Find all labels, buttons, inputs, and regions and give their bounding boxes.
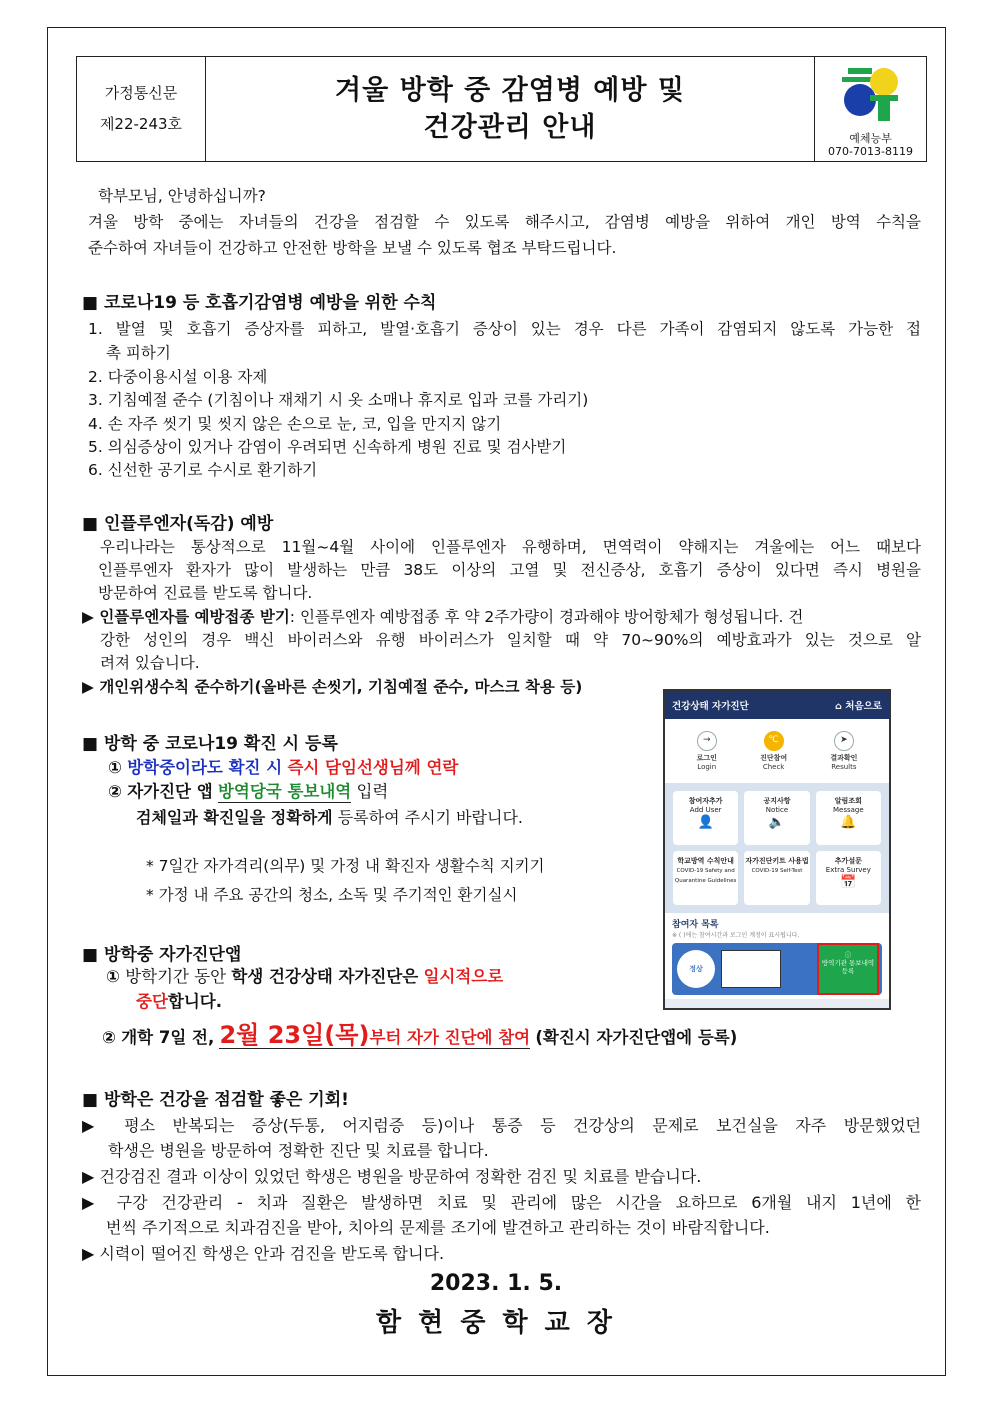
section1-item: 3. 기침예절 준수 (기침이나 재채기 시 옷 소매나 휴지로 입과 코를 가리기) xyxy=(88,391,589,409)
section2-heading: ■ 인플루엔자(독감) 예방 xyxy=(82,514,274,534)
section4-heading: ■ 방학중 자가진단앱 xyxy=(82,945,242,965)
home-button: ⌂ 처음으로 xyxy=(835,701,882,712)
doc-info-cell xyxy=(77,57,206,161)
participant-row xyxy=(672,943,882,995)
card-notice: 공지사항 Notice 🔈 xyxy=(744,791,809,845)
section5-bullet1: ▶ 평소 반복되는 증상(두통, 어지럼증 등)이나 통증 등 건강상의 문제로 보건실을 자주 방문했었던 xyxy=(82,1116,921,1135)
app-steps xyxy=(665,719,889,783)
section3-note2: * 가정 내 주요 공간의 청소, 소독 및 주기적인 환기실시 xyxy=(146,886,518,904)
section3-heading: ■ 방학 중 코로나19 확진 시 등록 xyxy=(82,734,338,754)
section5-bullet3: ▶ 구강 건강관리 - 치과 질환은 발생하면 치료 및 관리에 많은 시간을 요하므로 6개월 내지 1년에 한 xyxy=(82,1193,921,1212)
org-name: 예체능부 xyxy=(849,132,892,145)
resume-date: 2월 23일(목) xyxy=(219,1021,370,1049)
issue-date: 2023. 1. 5. xyxy=(429,1271,563,1296)
section3-note1: * 7일간 자가격리(의무) 및 가정 내 확진자 생활수칙 지키기 xyxy=(146,857,545,875)
section2-bullet1-line3: 려져 있습니다. xyxy=(100,654,200,672)
step-login: → 로그인 Login xyxy=(697,731,717,772)
section1-heading: ■ 코로나19 등 호흡기감염병 예방을 위한 수칙 xyxy=(82,293,437,313)
card-extra-survey: 추가설문 Extra Survey 📅 xyxy=(816,851,881,905)
bullet1-rest: : 인플루엔자 예방접종 후 약 2주가량이 경과해야 방어항체가 형성됩니다. 건 xyxy=(289,608,804,626)
step-check: ℃ 진단참여 Check xyxy=(760,731,787,772)
section1-item: 촉 피하기 xyxy=(106,344,171,362)
signer: 함 현 중 학 교 장 xyxy=(376,1308,616,1338)
section2-bullet2: ▶ 개인위생수칙 준수하기(올바른 손씻기, 기침예절 준수, 마스크 착용 등) xyxy=(82,678,583,696)
bell-icon: 🔔 xyxy=(840,815,857,830)
bullet1-bold: ▶ 인플루엔자를 예방접종 받기 xyxy=(82,608,290,626)
calendar-icon: 📅 xyxy=(840,875,857,890)
card-self-test: 자가진단키트 사용법 COVID-19 Self-Test xyxy=(744,851,809,905)
app-menu-grid xyxy=(665,783,889,913)
section4-item1: ① 방학기간 동안 학생 건강상태 자가진단은 일시적으로 xyxy=(106,967,504,986)
greeting: 학부모님, 안녕하십니까? xyxy=(98,187,266,205)
section5-bullet1-line2: 학생은 병원을 방문하여 정확한 진단 및 치료를 합니다. xyxy=(108,1141,489,1160)
section3-item2-line2: 검체일과 확진일을 정확하게 등록하여 주시기 바랍니다. xyxy=(136,808,523,827)
card-message: 알림조회 Message 🔔 xyxy=(816,791,881,845)
intro-line1: 겨울 방학 중에는 자녀들의 건강을 점검할 수 있도록 해주시고, 감염병 예방을 위하여 개인 방역 수칙을 xyxy=(88,213,921,231)
section2-bullet1 xyxy=(82,606,921,629)
register-button: ⓘ 방역기관 통보내역 등록 xyxy=(819,945,877,993)
intro-line2: 준수하여 자녀들이 건강하고 안전한 방학을 보낼 수 있도록 협조 부탁드립니다. xyxy=(88,239,617,257)
speaker-icon: 🔈 xyxy=(768,815,786,830)
section2-para-line1: 우리나라는 통상적으로 11월~4월 사이에 인플루엔자 유행하며, 면역력이 약해지는 겨울에는 어느 때보다 xyxy=(100,538,921,556)
step-results: ➤ 결과확인 Results xyxy=(830,731,857,772)
user-plus-icon: 👤 xyxy=(697,815,714,830)
section2-para-line2: 인플루엔자 환자가 많이 발생하는 만큼 38도 이상의 고열 및 전신증상, 호흡기 증상이 있다면 즉시 병원을 xyxy=(98,561,921,579)
app-header xyxy=(665,691,889,719)
login-icon: → xyxy=(697,731,717,751)
app-title: 건강상태 자가진단 xyxy=(672,701,749,712)
section4-item2: ② 개학 7일 전, 2월 23일(목)부터 자가 진단에 참여 (확진시 자가진단앱에 등록) xyxy=(102,1021,738,1049)
section5-bullet3-line2: 번씩 주기적으로 치과검진을 받아, 치아의 문제를 조기에 발견하고 관리하는 것이 바람직합니다. xyxy=(106,1218,770,1237)
participant-name-box xyxy=(721,950,781,988)
section1-item: 6. 신선한 공기로 수시로 환기하기 xyxy=(88,461,318,479)
page-title-line2: 건강관리 안내 xyxy=(423,112,597,143)
title-cell xyxy=(206,57,814,161)
doc-type: 가정통신문 xyxy=(104,84,178,102)
list-title: 참여자 목록 xyxy=(672,920,719,930)
section2-bullet1-line2: 강한 성인의 경우 백신 바이러스와 유행 바이러스가 일치할 때 약 70~90%의 예방효과가 있는 것으로 알 xyxy=(100,631,921,649)
thermometer-icon: ℃ xyxy=(764,731,784,751)
section5-heading: ■ 방학은 건강을 점검할 좋은 기회! xyxy=(82,1090,349,1110)
participant-list xyxy=(665,913,889,999)
header-table xyxy=(76,56,927,162)
send-icon: ➤ xyxy=(834,731,854,751)
section1-item: 4. 손 자주 씻기 및 씻지 않은 손으로 눈, 코, 입을 만지지 않기 xyxy=(88,415,502,433)
section1-item: 1. 발열 및 호흡기 증상자를 피하고, 발열·호흡기 증상이 있는 경우 다른 가족이 감염되지 않도록 가능한 접 xyxy=(88,320,921,338)
section3-item2: ② 자가진단 앱 방역당국 통보내역 입력 xyxy=(108,782,389,801)
org-cell xyxy=(814,57,926,161)
list-note: ※ ( )에는 참여시간과 로그인 계정이 표시됩니다. xyxy=(672,932,800,939)
section4-item1-line2: 중단합니다. xyxy=(136,992,222,1011)
card-guidelines: 학교방역 수칙안내 COVID-19 Safety and Quarantine Guidelines xyxy=(673,851,738,905)
section5-bullet4: ▶ 시력이 떨어진 학생은 안과 검진을 받도록 합니다. xyxy=(82,1244,445,1263)
page-title-line1: 겨울 방학 중 감염병 예방 및 xyxy=(335,75,685,106)
org-phone: 070-7013-8119 xyxy=(828,145,913,158)
section2-para-line3: 방문하여 진료를 받도록 합니다. xyxy=(98,584,313,602)
section1-item: 2. 다중이용시설 이용 자제 xyxy=(88,368,268,386)
doc-number: 제22-243호 xyxy=(99,115,183,133)
home-label: 처음으로 xyxy=(845,701,882,712)
status-badge: 정상 xyxy=(677,950,715,988)
section3-item1: ① 방학중이라도 확진 시 즉시 담임선생님께 연락 xyxy=(108,758,459,777)
school-logo xyxy=(840,64,902,122)
section5-bullet2: ▶ 건강검진 결과 이상이 있었던 학생은 병원을 방문하여 정확한 검진 및 치료를 받습니다. xyxy=(82,1167,702,1186)
self-check-app-screenshot xyxy=(663,689,891,1010)
card-add-user: 참여자추가 Add User 👤 xyxy=(673,791,738,845)
section1-item: 5. 의심증상이 있거나 감염이 우려되면 신속하게 병원 진료 및 검사받기 xyxy=(88,438,567,456)
